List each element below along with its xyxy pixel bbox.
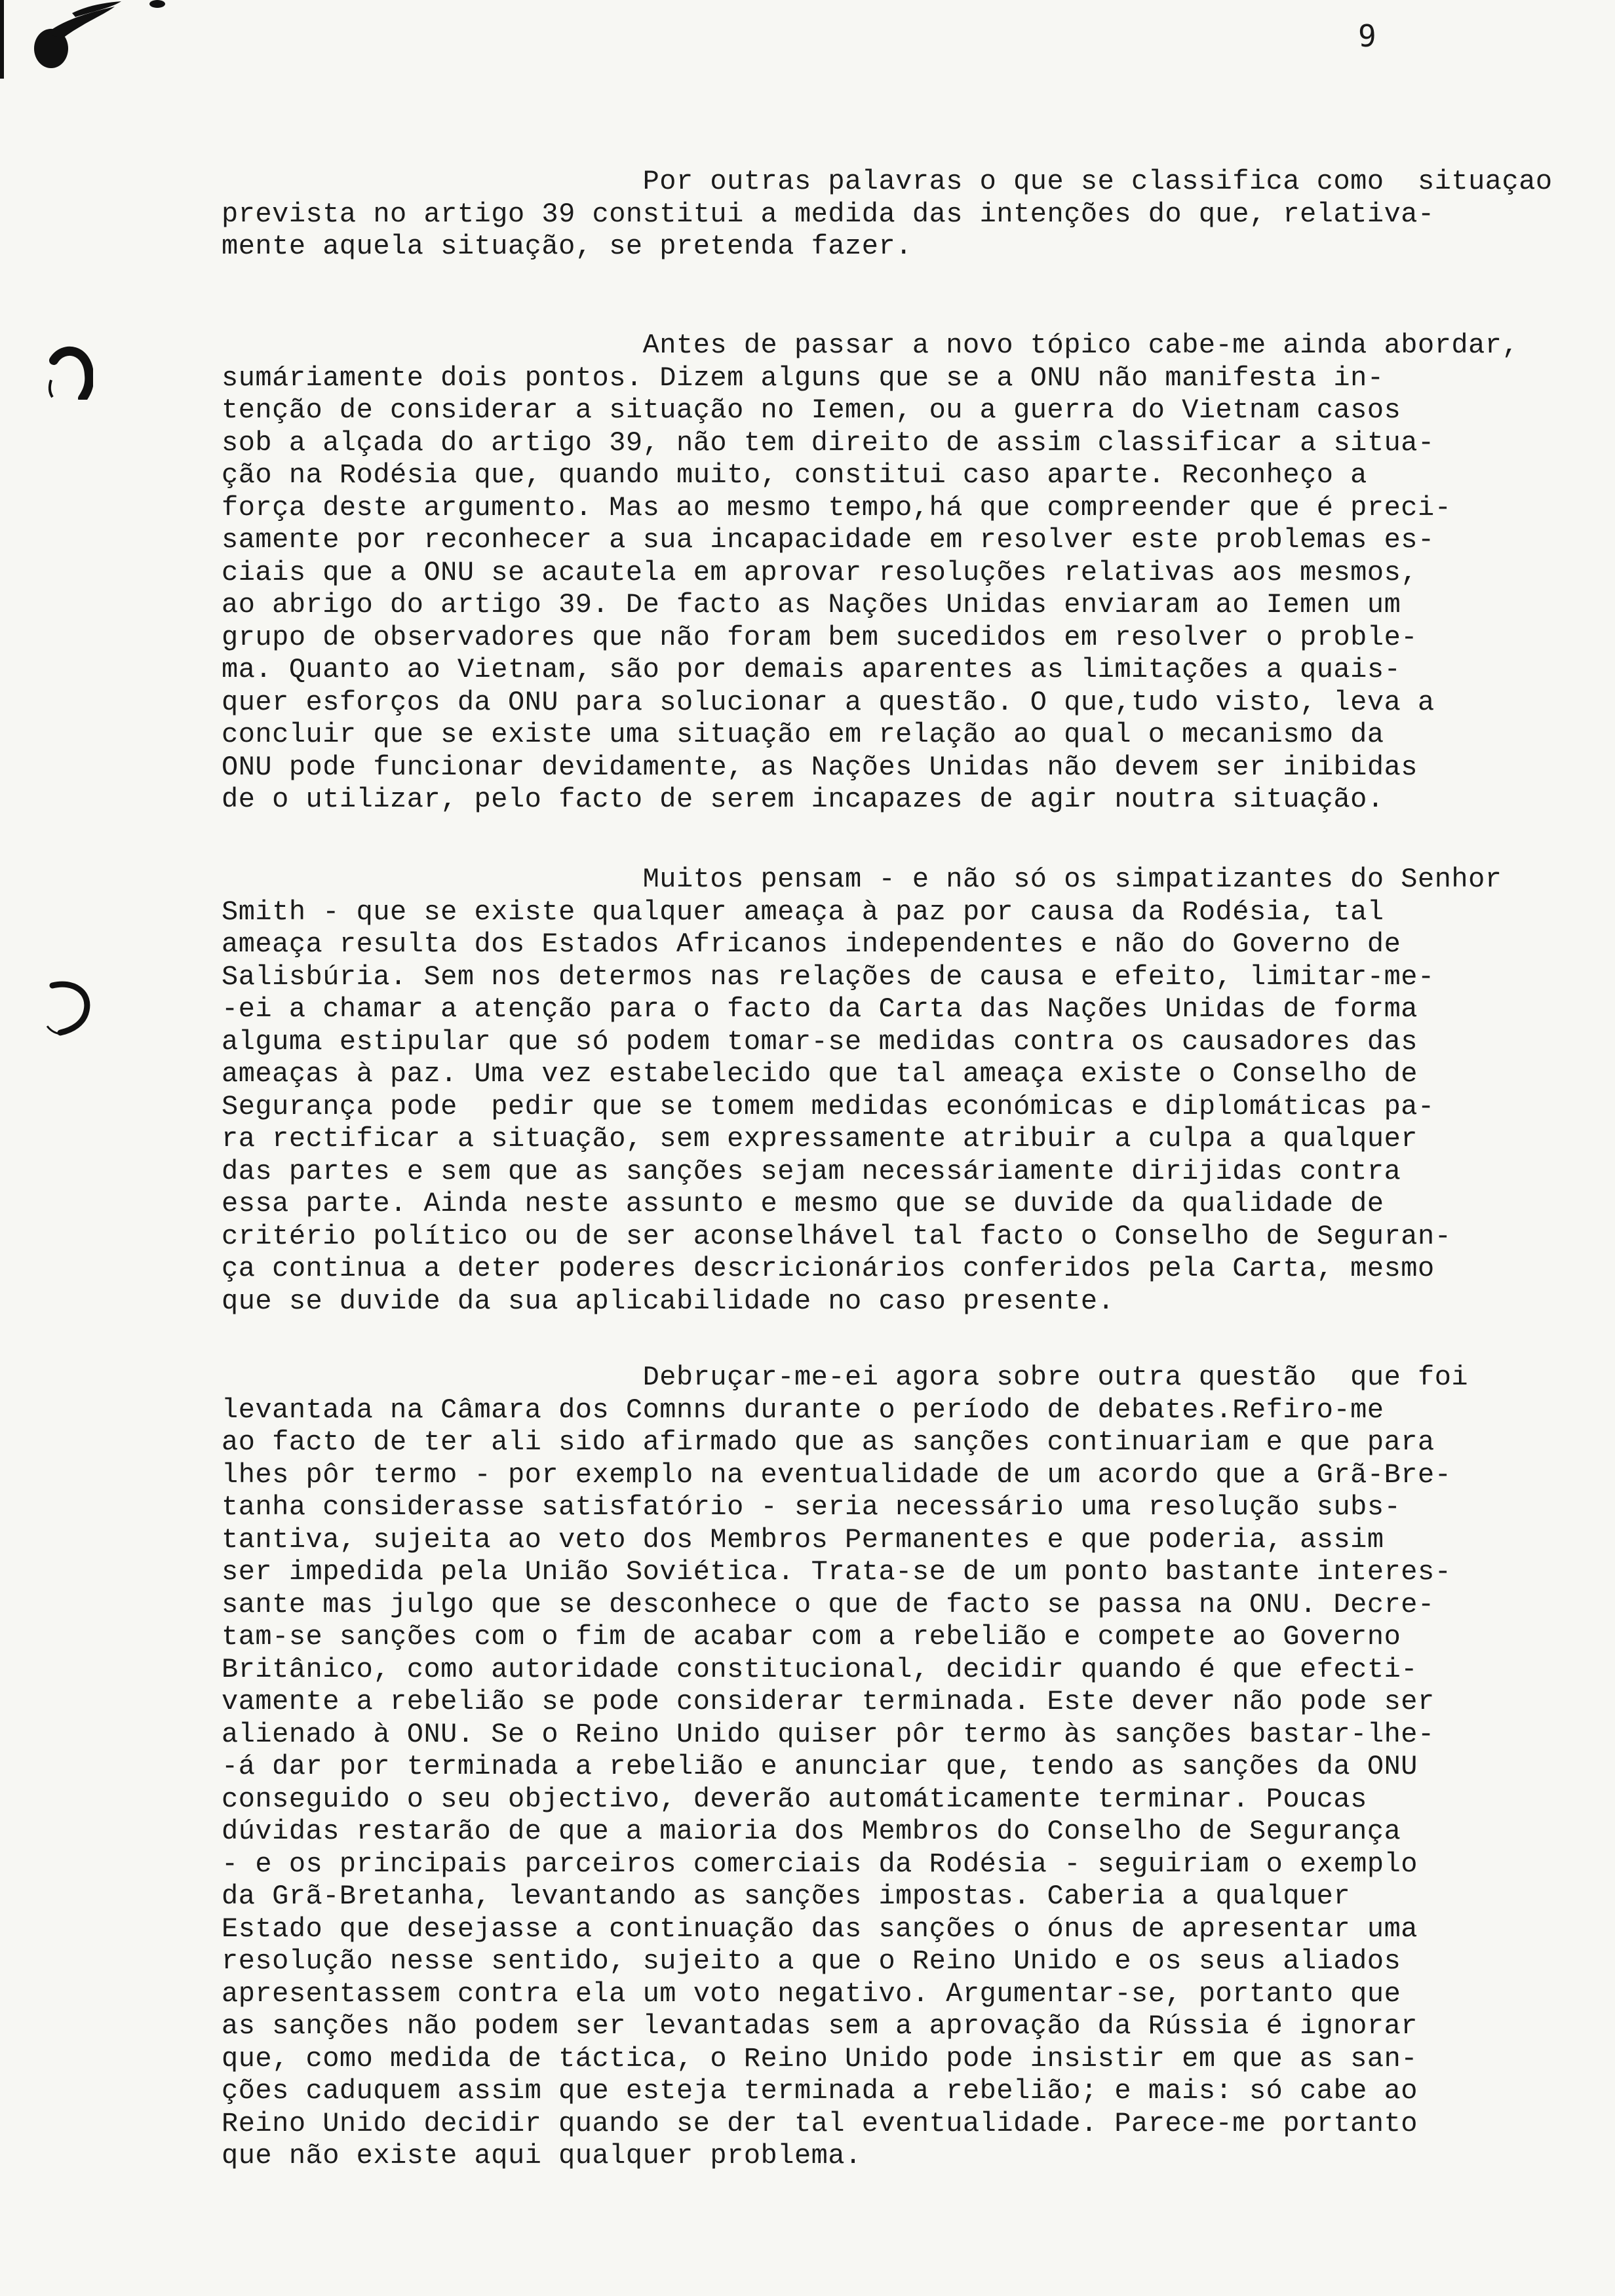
paragraph-3 [222,864,1502,1318]
paragraph-line: das partes e sem que as sanções sejam necessáriamente dirijidas contra [222,1155,1401,1187]
paragraph-line: de o utilizar, pelo facto de serem incapazes de agir noutra situação. [222,784,1384,815]
paragraph-line: levantada na Câmara dos Comnns durante o período de debates.Refiro-me [222,1394,1384,1426]
paragraph-line: Muitos pensam - e não só os simpatizantes do Senhor [222,864,1502,895]
paragraph-line: Por outras palavras o que se classifica como situaçao [222,166,1553,197]
paragraph-line: critério político ou de ser aconselhável tal facto o Conselho de Seguran- [222,1220,1452,1252]
paragraph-line: sob a alçada do artigo 39, não tem direito de assim classificar a situa- [222,427,1435,459]
paragraph-line: ameaças à paz. Uma vez estabelecido que tal ameaça existe o Conselho de [222,1058,1418,1090]
paragraph-line: Segurança pode pedir que se tomem medidas económicas e diplomáticas pa- [222,1090,1435,1122]
paragraph-2 [222,330,1519,816]
paragraph-line: força deste argumento. Mas ao mesmo tempo,há que compreender que é preci- [222,491,1452,524]
paragraph-line: tam-se sanções com o fim de acabar com a rebelião e compete ao Governo [222,1621,1401,1653]
paragraph-line: resolução nesse sentido, sujeito a que o Reino Unido e os seus aliados [222,1945,1401,1977]
paragraph-line: - e os principais parceiros comerciais da Rodésia - seguiriam o exemplo [222,1848,1418,1880]
paragraph-line: ciais que a ONU se acautela em aprovar resoluções relativas aos mesmos, [222,556,1418,588]
paragraph-line: Salisbúria. Sem nos determos nas relações de causa e efeito, limitar-me- [222,961,1435,993]
paragraph-line: ra rectificar a situação, sem expressamente atribuir a culpa a qualquer [222,1123,1418,1155]
paragraph-line: conseguido o seu objectivo, deverão automáticamente terminar. Poucas [222,1783,1367,1815]
paragraph-line: Antes de passar a novo tópico cabe-me ainda abordar, [222,330,1519,361]
paragraph-line: sumáriamente dois pontos. Dizem alguns que se a ONU não manifesta in- [222,362,1384,394]
paragraph-line: -á dar por terminada a rebelião e anunciar que, tendo as sanções da ONU [222,1751,1418,1782]
paragraph-line: que, como medida de táctica, o Reino Unido pode insistir em que as san- [222,2042,1418,2075]
paragraph-line: Smith - que se existe qualquer ameaça à paz por causa da Rodésia, tal [222,896,1384,928]
paragraph-line: ser impedida pela União Soviética. Trata-se de um ponto bastante interes- [222,1556,1452,1588]
paragraph-line: samente por reconhecer a sua incapacidade em resolver este problemas es- [222,524,1435,556]
paragraph-line: ção na Rodésia que, quando muito, constitui caso aparte. Reconheço a [222,459,1367,491]
paragraph-line: tantiva, sujeita ao veto dos Membros Permanentes e que poderia, assim [222,1523,1384,1556]
paragraph-line: ao facto de ter ali sido afirmado que as sanções continuariam e que para [222,1426,1435,1458]
paragraph-line: da Grã-Bretanha, levantando as sanções impostas. Caberia a qualquer [222,1881,1351,1912]
paragraph-line: -ei a chamar a atenção para o facto da Carta das Nações Unidas de forma [222,993,1418,1025]
paragraph-line: ça continua a deter poderes descricionários conferidos pela Carta, mesmo [222,1253,1435,1284]
paragraph-4 [222,1362,1469,2173]
paragraph-line: ONU pode funcionar devidamente, as Nações Unidas não devem ser inibidas [222,751,1418,783]
paragraph-line: tenção de considerar a situação no Iemen, ou a guerra do Vietnam casos [222,394,1401,426]
paragraph-line: Reino Unido decidir quando se der tal eventualidade. Parece-me portanto [222,2107,1418,2139]
paragraph-line: prevista no artigo 39 constitui a medida das intenções do que, relativa- [222,198,1435,230]
paragraph-line: mente aquela situação, se pretenda fazer. [222,231,912,262]
punch-hole-top [34,341,93,400]
paragraph-line: apresentassem contra ela um voto negativo. Argumentar-se, portanto que [222,1978,1401,2010]
paragraph-line: essa parte. Ainda neste assunto e mesmo que se duvide da qualidade de [222,1188,1384,1219]
paragraph-line: vamente a rebelião se pode considerar terminada. Este dever não pode ser [222,1686,1435,1717]
paragraph-line: sante mas julgo que se desconhece o que de facto se passa na ONU. Decre- [222,1588,1435,1620]
paragraph-line: concluir que se existe uma situação em relação ao qual o mecanismo da [222,719,1384,750]
paragraph-line: Debruçar-me-ei agora sobre outra questão que foi [222,1362,1469,1393]
paragraph-line: ameaça resulta dos Estados Africanos independentes e não do Governo de [222,928,1401,960]
paragraph-line: Britânico, como autoridade constitucional, decidir quando é que efecti- [222,1653,1418,1685]
paragraph-line: que não existe aqui qualquer problema. [222,2140,862,2172]
paragraph-line: quer esforços da ONU para solucionar a questão. O que,tudo visto, leva a [222,686,1435,718]
paragraph-line: Estado que desejasse a continuação das sanções o ónus de apresentar uma [222,1913,1418,1945]
paragraph-line: grupo de observadores que não foram bem sucedidos em resolver o proble- [222,621,1418,653]
page-number: 9 [1358,18,1376,54]
paragraph-line: ções caduquem assim que esteja terminada a rebelião; e mais: só cabe ao [222,2075,1418,2107]
paragraph-line: as sanções não podem ser levantadas sem a aprovação da Rússia é ignorar [222,2010,1418,2042]
paragraph-line: ma. Quanto ao Vietnam, são por demais aparentes as limitações a quais- [222,654,1401,685]
paragraph-line: lhes pôr termo - por exemplo na eventualidade de um acordo que a Grã-Bre- [222,1459,1452,1491]
ink-blot-mark [0,0,170,79]
paragraph-line: que se duvide da sua aplicabilidade no caso presente. [222,1285,1115,1317]
paragraph-line: alguma estipular que só podem tomar-se medidas contra os causadores das [222,1025,1418,1058]
paragraph-line: alienado à ONU. Se o Reino Unido quiser pôr termo às sanções bastar-lhe- [222,1718,1435,1750]
paragraph-line: tanha considerasse satisfatório - seria necessário uma resolução subs- [222,1491,1401,1523]
paragraph-1 [222,166,1553,263]
paragraph-line: dúvidas restarão de que a maioria dos Membros do Conselho de Segurança [222,1816,1401,1847]
punch-hole-bottom [34,978,93,1037]
paragraph-line: ao abrigo do artigo 39. De facto as Nações Unidas enviaram ao Iemen um [222,589,1401,621]
